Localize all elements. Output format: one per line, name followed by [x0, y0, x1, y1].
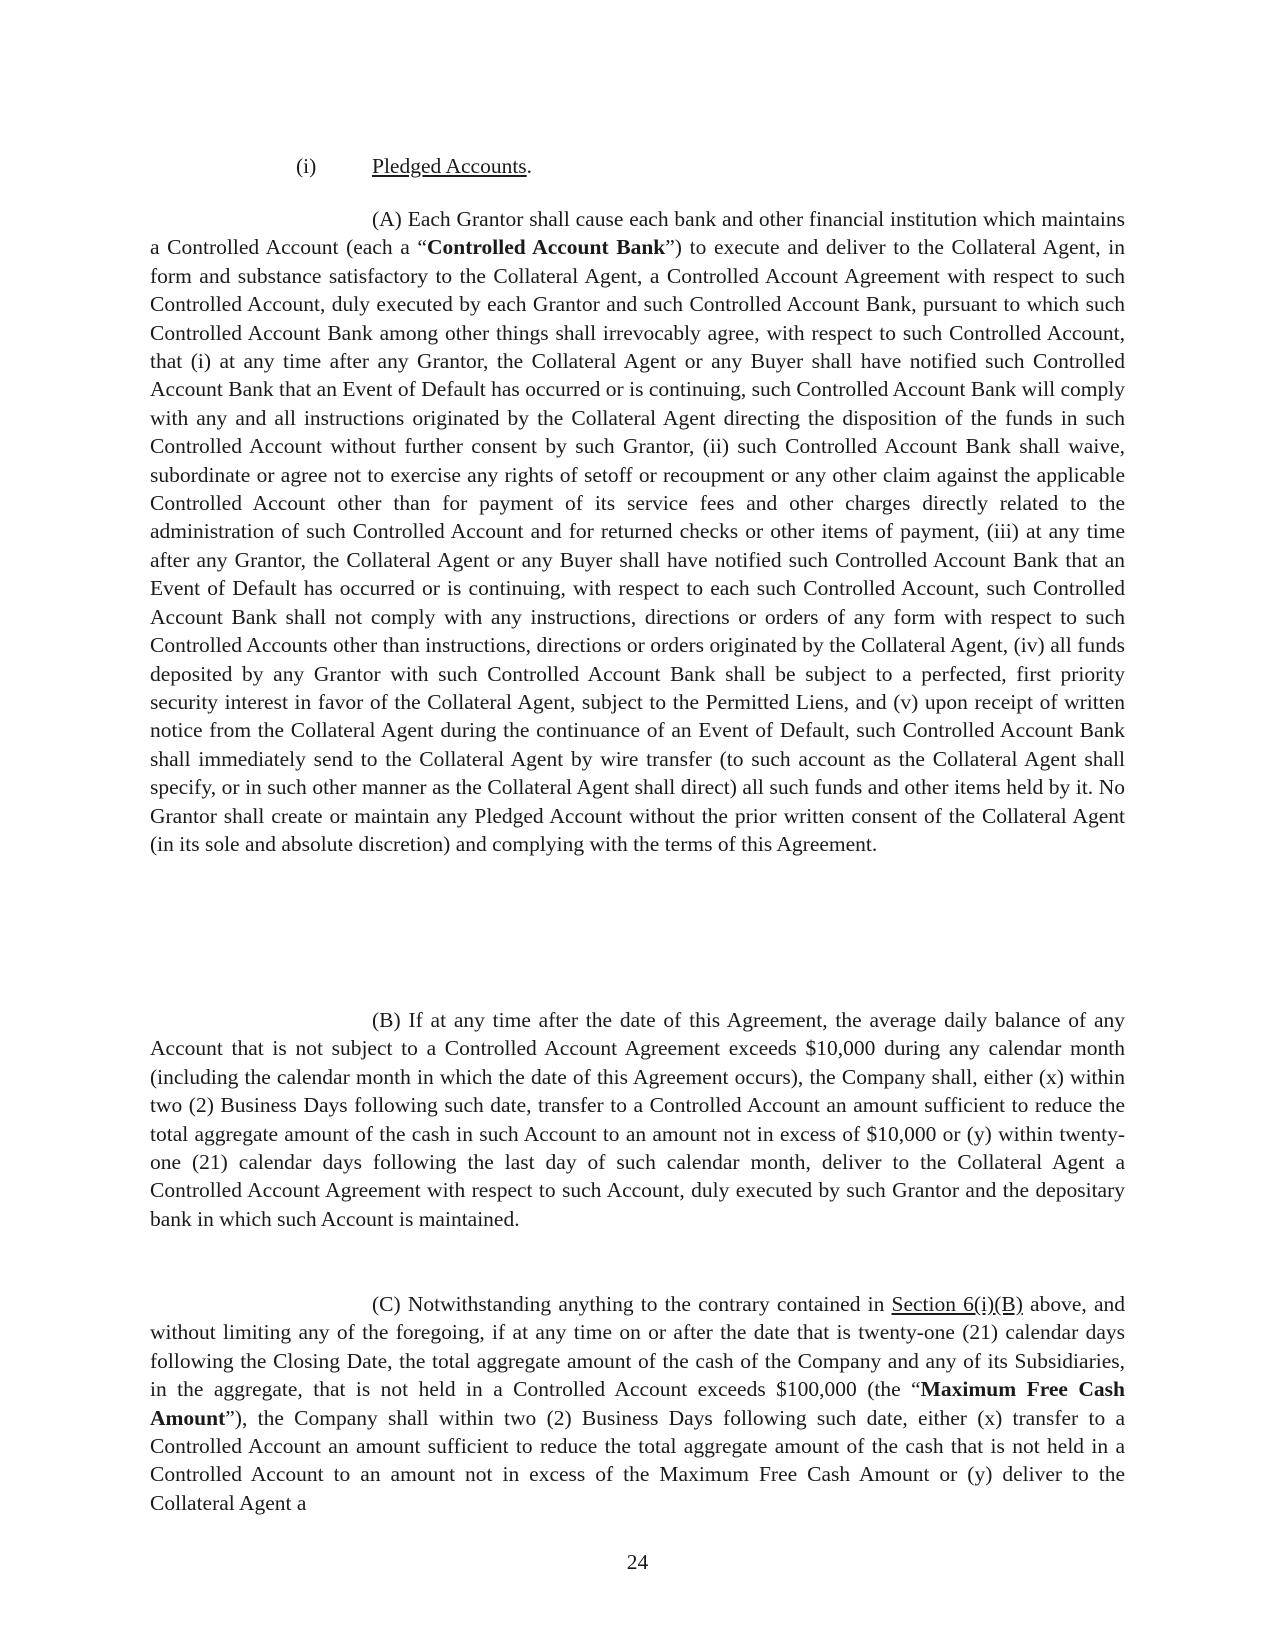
paragraph-c-text-1: Notwithstanding anything to the contrary contained in	[400, 1292, 892, 1316]
paragraph-c-label: (C)	[372, 1292, 401, 1316]
paragraph-b	[150, 1006, 1125, 1233]
section-title-period: .	[526, 154, 533, 178]
document-page	[150, 0, 1125, 1650]
paragraph-b-label: (B)	[372, 1008, 401, 1032]
paragraph-c-text-2: above, and without limiting any of the foregoing, if at any time on or after the date that is twenty-one (21) calendar days following the Closing Date, the total aggregate amount of the cash of the Company and any of its Subsidiaries, in the aggregate, that is not held in a Controlled Account exceeds $100,000 (the “	[150, 1292, 1125, 1402]
page-number: 24	[626, 1550, 649, 1574]
section-title: Pledged Accounts	[372, 154, 527, 178]
paragraph-b-text: If at any time after the date of this Agreement, the average daily balance of any Account that is not subject to a Controlled Account Agreement exceeds $10,000 during any calendar month (including the calendar month in which the date of this Agreement occurs), the Company shall, either (x) within two (2) Business Days following such date, transfer to a Controlled Account an amount sufficient to reduce the total aggregate amount of the cash in such Account to an amount not in excess of $10,000 or (y) within twenty-one (21) calendar days following the last day of such calendar month, deliver to the Collateral Agent a Controlled Account Agreement with respect to such Account, duly executed by such Grantor and the depositary bank in which such Account is maintained.	[150, 1008, 1125, 1231]
defined-term-maximum-free-cash-amount: Maximum Free Cash Amount	[150, 1377, 1125, 1430]
paragraph-a	[150, 205, 1125, 858]
paragraph-a-label: (A)	[372, 207, 402, 231]
section-heading	[150, 152, 1125, 182]
defined-term-controlled-account-bank: Controlled Account Bank	[426, 235, 666, 260]
paragraph-a-text-1: Each Grantor shall cause each bank and other financial institution which maintains a Controlled Account (each a “	[150, 207, 1125, 260]
section-title-wrap	[372, 152, 532, 180]
paragraph-a-text-2: ”) to execute and deliver to the Collateral Agent, in form and substance satisfactory to the Collateral Agent, a Controlled Account Agreement with respect to such Controlled Account, duly executed by each Grantor and such Controlled Account Bank, pursuant to which such Controlled Account Bank among other things shall irrevocably agree, with respect to such Controlled Account, that (i) at any time after any Grantor, the Collateral Agent or any Buyer shall have notified such Controlled Account Bank that an Event of Default has occurred or is continuing, such Controlled Account Bank will comply with any and all instructions originated by the Collateral Agent directing the disposition of the funds in such Controlled Account without further consent by such Grantor, (ii) such Controlled Account Bank shall waive, subordinate or agree not to exercise any rights of setoff or recoupment or any other claim against the applicable Controlled Account other than for payment of its service fees and other charges directly related to the administration of such Controlled Account and for returned checks or other items of payment, (iii) at any time after any Grantor, the Collateral Agent or any Buyer shall have notified such Controlled Account Bank that an Event of Default has occurred or is continuing, with respect to each such Controlled Account, such Controlled Account Bank shall not comply with any instructions, directions or orders of any form with respect to such Controlled Accounts other than instructions, directions or orders originated by the Collateral Agent, (iv) all funds deposited by any Grantor with such Controlled Account Bank shall be subject to a perfected, first priority security interest in favor of the Collateral Agent, subject to the Permitted Liens, and (v) upon receipt of written notice from the Collateral Agent during the continuance of an Event of Default, such Controlled Account Bank shall immediately send to the Collateral Agent by wire transfer (to such account as the Collateral Agent shall specify, or in such other manner as the Collateral Agent shall direct) all such funds and other items held by it. No Grantor shall create or maintain any Pledged Account without the prior written consent of the Collateral Agent (in its sole and absolute discretion) and complying with the terms of this Agreement.	[150, 235, 1126, 856]
section-reference-link: Section 6(i)(B)	[891, 1292, 1023, 1316]
section-number: (i)	[296, 154, 317, 178]
paragraph-c-text-3: ”), the Company shall within two (2) Business Days following such date, either (x) transfer to a Controlled Account an amount sufficient to reduce the total aggregate amount of the cash that is not held in a Controlled Account to an amount not in excess of the Maximum Free Cash Amount or (y) deliver to the Collateral Agent a	[150, 1405, 1125, 1515]
paragraph-c	[150, 1290, 1125, 1517]
